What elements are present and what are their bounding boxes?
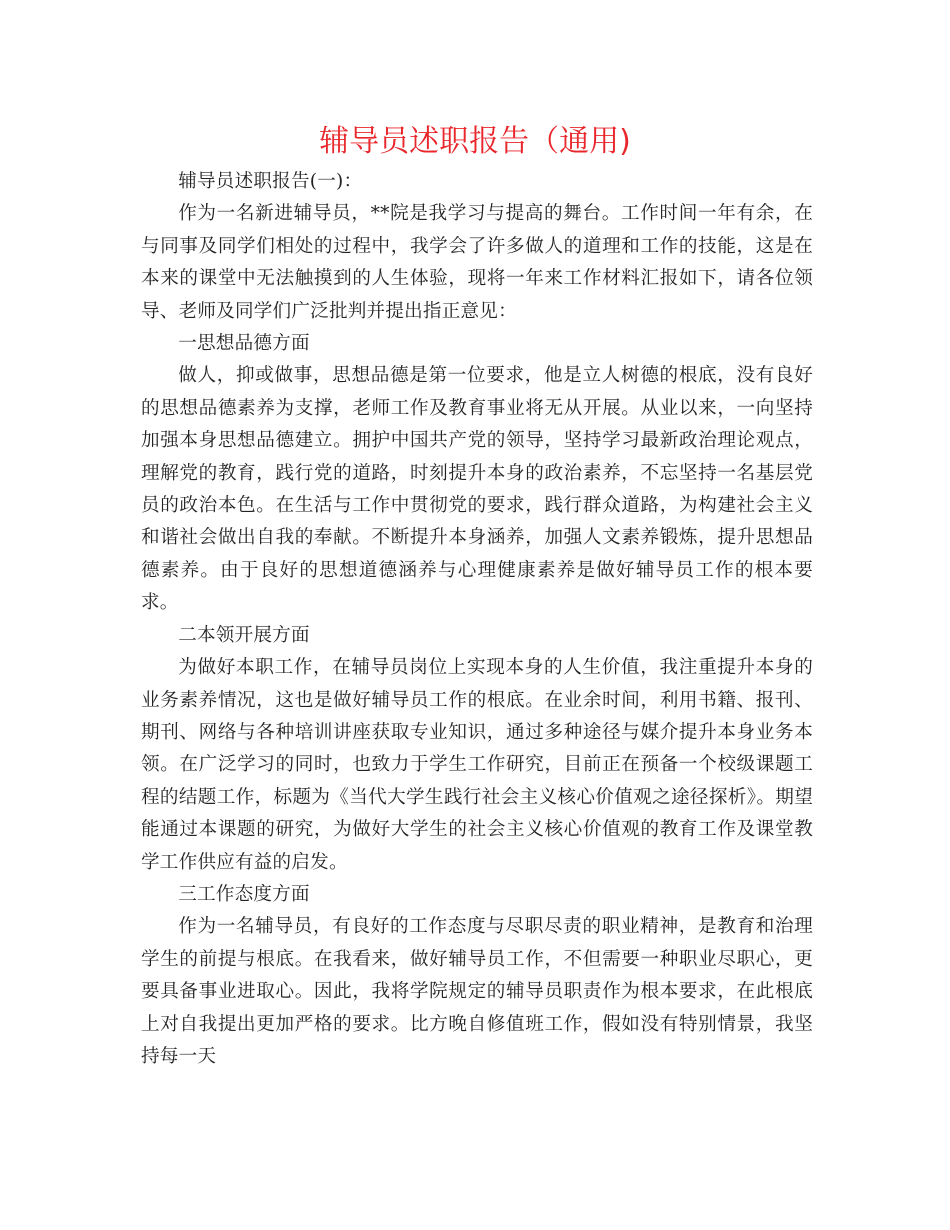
document-body xyxy=(141,166,813,1073)
section-heading-attitude: 三工作态度方面 xyxy=(178,883,310,905)
document-title: 辅导员述职报告（通用) xyxy=(319,124,631,159)
paragraph-attitude: 作为一名辅导员，有良好的工作态度与尽职尽责的职业精神，是教育和治理学生的前提与根底。在我看来，做好辅导员工作，不但需要一种职业尽职心，更要具备事业进取心。因此，我将学院规定的辅导员职责作为根本要求，在此根底上对自我提出更加严格的要求。比方晚自修值班工作，假如没有特别情景，我坚持每一天 xyxy=(141,916,813,1067)
paragraph-intro: 作为一名新进辅导员，**院是我学习与提高的舞台。工作时间一年有余，在与同事及同学们相处的过程中，我学会了许多做人的道理和工作的技能，这是在本来的课堂中无法触摸到的人生体验，现将一年来工作材料汇报如下，请各位领导、老师及同学们广泛批判并提出指正意见： xyxy=(141,203,813,322)
paragraph-ideology: 做人，抑或做事，思想品德是第一位要求，他是立人树德的根底，没有良好的思想品德素养为支撑，老师工作及教育事业将无从开展。从业以来，一向坚持加强本身思想品德建立。拥护中国共产党的领导，坚持学习最新政治理论观点，理解党的教育，践行党的道路，时刻提升本身的政治素养，不忘坚持一名基层党员的政治本色。在生活与工作中贯彻党的要求，践行群众道路，为构建社会主义和谐社会做出自我的奉献。不断提升本身涵养，加强人文素养锻炼，提升思想品德素养。由于良好的思想道德涵养与心理健康素养是做好辅导员工作的根本要求。 xyxy=(141,365,813,614)
section-heading-ability: 二本领开展方面 xyxy=(178,624,310,646)
paragraph-report-heading: 辅导员述职报告(一)： xyxy=(178,171,363,192)
paragraph-ability: 为做好本职工作，在辅导员岗位上实现本身的人生价值，我注重提升本身的业务素养情况，这也是做好辅导员工作的根底。在业余时间，利用书籍、报刊、期刊、网络与各种培训讲座获取专业知识，通过多种途径与媒介提升本身业务本领。在广泛学习的同时，也致力于学生工作研究，目前正在预备一个校级课题工程的结题工作，标题为《当代大学生践行社会主义核心价值观之途径探析》。期望能通过本课题的研究，为做好大学生的社会主义核心价值观的教育工作及课堂教学工作供应有益的启发。 xyxy=(141,657,813,873)
section-heading-ideology: 一思想品德方面 xyxy=(178,333,310,355)
